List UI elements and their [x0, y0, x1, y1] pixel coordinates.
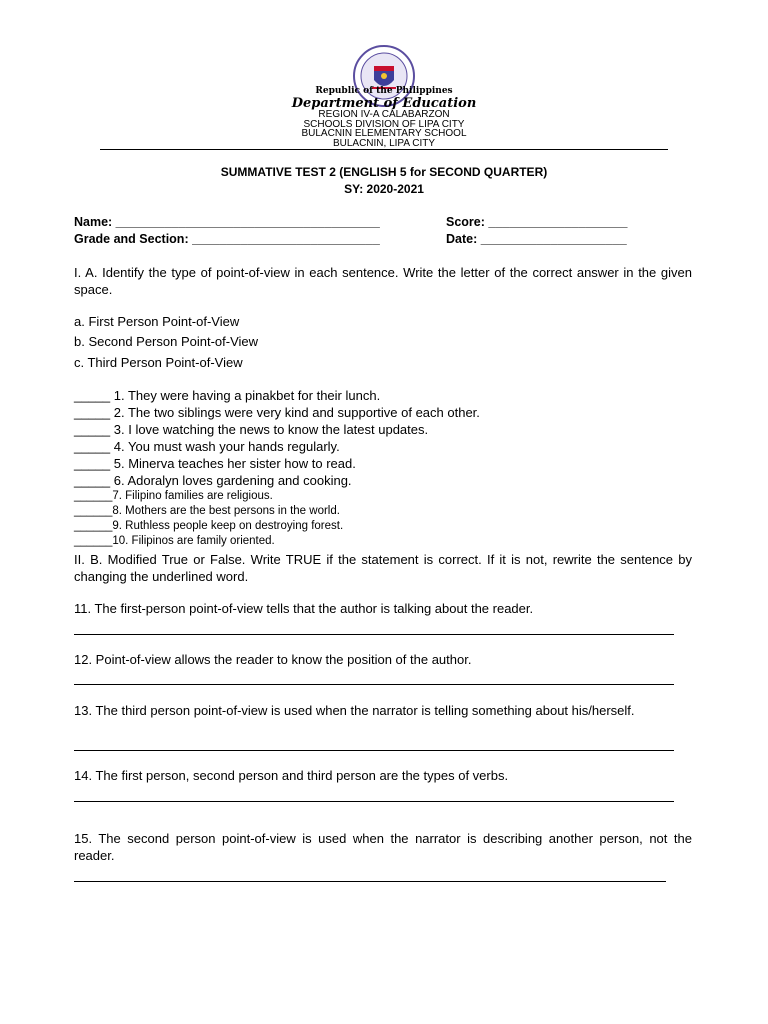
answer-line[interactable] [74, 684, 674, 685]
answer-line[interactable] [74, 881, 666, 882]
header-divider [100, 149, 668, 150]
question-item: 11. The first-person point-of-view tells that the author is talking about the reader. [74, 601, 534, 616]
name-field[interactable]: Name: ______________________________________ [74, 215, 380, 229]
question-item[interactable]: _____ 3. I love watching the news to know the latest updates. [74, 422, 429, 437]
division-line: SCHOOLS DIVISION OF LIPA CITY [303, 119, 465, 130]
answer-line[interactable] [74, 750, 674, 751]
test-title: SUMMATIVE TEST 2 (ENGLISH 5 for SECOND QUARTER) [220, 165, 548, 179]
question-item[interactable]: ______10. Filipinos are family oriented. [74, 535, 275, 547]
date-field[interactable]: Date: _____________________ [446, 232, 627, 246]
question-item[interactable]: ______9. Ruthless people keep on destroying forest. [74, 520, 344, 532]
address-line: BULACNIN, LIPA CITY [332, 138, 436, 149]
part-b-instructions: II. B. Modified True or False. Write TRUE if the statement is correct. If it is not, rewrite the sentence by changing the underlined word. [74, 552, 692, 584]
question-item: 13. The third person point-of-view is used when the narrator is telling something about his/herself. [74, 703, 635, 718]
answer-line[interactable] [74, 801, 674, 802]
question-item[interactable]: ______8. Mothers are the best persons in the world. [74, 505, 340, 517]
answer-line[interactable] [74, 634, 674, 635]
question-item[interactable]: ______7. Filipino families are religious. [74, 490, 273, 502]
school-line: BULACNIN ELEMENTARY SCHOOL [301, 128, 467, 139]
question-item[interactable]: _____ 6. Adoralyn loves gardening and cooking. [74, 473, 352, 488]
question-item: 14. The first person, second person and third person are the types of verbs. [74, 768, 509, 783]
region-line: REGION IV-A CALABARZON [318, 109, 450, 120]
choice-b: b. Second Person Point-of-View [74, 334, 259, 349]
question-item[interactable]: _____ 2. The two siblings were very kind and supportive of each other. [74, 405, 480, 420]
question-item: 12. Point-of-view allows the reader to know the position of the author. [74, 652, 472, 667]
choice-a: a. First Person Point-of-View [74, 314, 240, 329]
question-item[interactable]: _____ 5. Minerva teaches her sister how to read. [74, 456, 356, 471]
score-field[interactable]: Score: ____________________ [446, 215, 628, 229]
republic-heading: Republic of the Philippines [315, 86, 453, 96]
department-heading: Department of Education [291, 96, 477, 111]
question-item[interactable]: _____ 1. They were having a pinakbet for their lunch. [74, 388, 381, 403]
question-item[interactable]: _____ 4. You must wash your hands regularly. [74, 439, 340, 454]
choice-c: c. Third Person Point-of-View [74, 355, 243, 370]
question-item: 15. The second person point-of-view is used when the narrator is describing another person, not the reader. [74, 831, 692, 863]
grade-section-field[interactable]: Grade and Section: ___________________________ [74, 232, 380, 246]
school-year: SY: 2020-2021 [344, 182, 424, 196]
part-a-instructions: I. A. Identify the type of point-of-view in each sentence. Write the letter of the correct answer in the given space. [74, 265, 692, 297]
